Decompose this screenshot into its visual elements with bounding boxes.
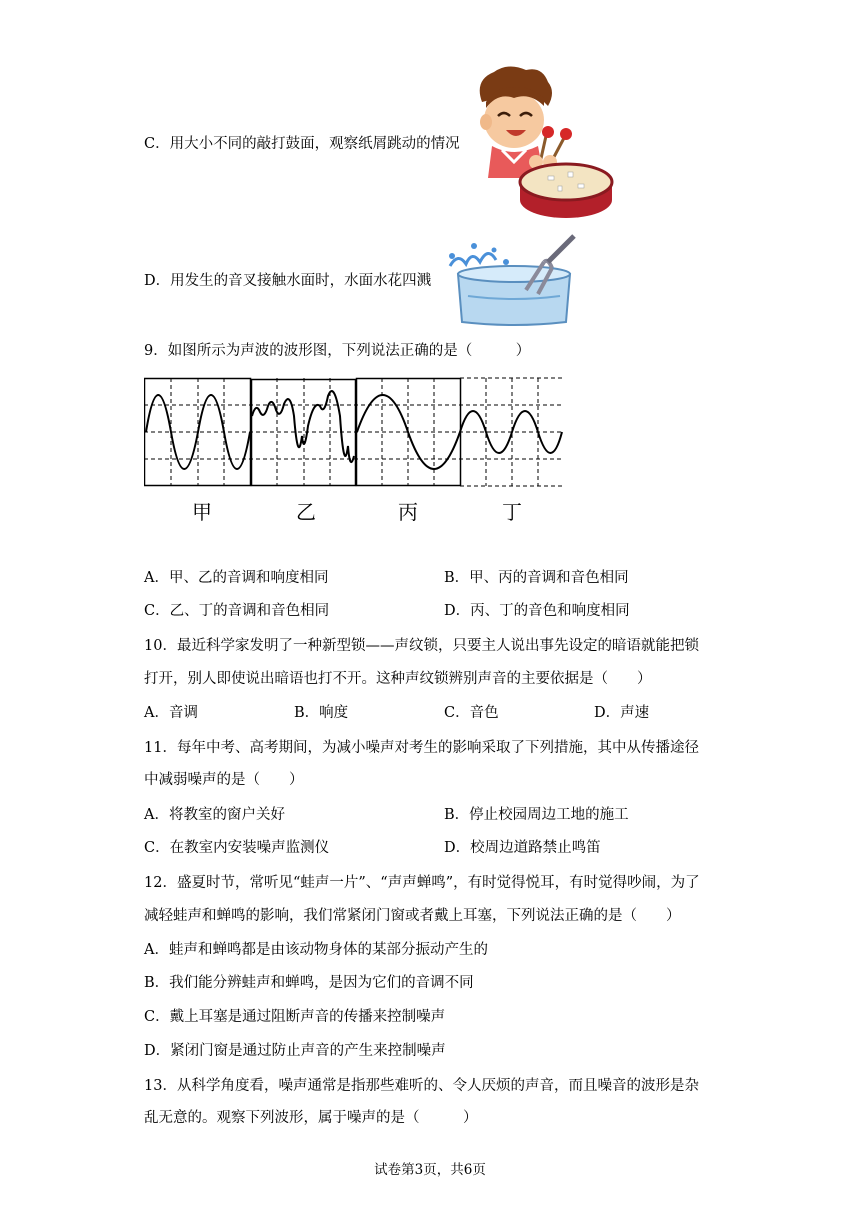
q12-option-b: B．我们能分辨蛙声和蝉鸣，是因为它们的音调不同	[144, 975, 474, 991]
q11-option-b: B．停止校园周边工地的施工	[444, 807, 629, 823]
drummer-illustration	[468, 62, 616, 222]
q12-option-a: A．蛙声和蝉鸣都是由该动物身体的某部分振动产生的	[144, 942, 488, 958]
q10-stem-line1: 10．最近科学家发明了一种新型锁——声纹锁，只要主人说出事先设定的暗语就能把锁	[144, 638, 699, 654]
q12-option-c: C．戴上耳塞是通过阻断声音的传播来控制噪声	[144, 1009, 446, 1025]
q13-stem-line2: 乱无意的。观察下列波形，属于噪声的是（ ）	[144, 1110, 478, 1126]
q9-option-a: A．甲、乙的音调和响度相同	[144, 570, 329, 586]
q8-option-d: D．用发生的音叉接触水面时，水面水花四溅	[144, 273, 432, 289]
tuning-fork-water-illustration	[444, 232, 584, 328]
q10-option-d: D．声速	[594, 705, 650, 721]
q11-option-a: A．将教室的窗户关好	[144, 807, 285, 823]
q12-option-d: D．紧闭门窗是通过防止声音的产生来控制噪声	[144, 1043, 446, 1059]
wave-label-ding: 丁	[502, 500, 522, 524]
q9-option-c: C．乙、丁的音调和音色相同	[144, 603, 330, 619]
q9-stem: 9．如图所示为声波的波形图，下列说法正确的是（ ）	[144, 343, 531, 359]
q11-option-d: D．校周边道路禁止鸣笛	[444, 840, 601, 856]
wave-label-jia: 甲	[192, 500, 212, 524]
q12-stem-line2: 减轻蛙声和蝉鸣的影响，我们常紧闭门窗或者戴上耳塞，下列说法正确的是（ ）	[144, 908, 681, 924]
q11-stem-line1: 11．每年中考、高考期间，为减小噪声对考生的影响采取了下列措施，其中从传播途径	[144, 740, 699, 756]
waveform-diagram	[144, 376, 564, 488]
wave-label-yi: 乙	[296, 500, 316, 524]
q10-option-c: C．音色	[444, 705, 499, 721]
q11-option-c: C．在教室内安装噪声监测仪	[144, 840, 330, 856]
q10-option-a: A．音调	[144, 705, 198, 721]
q11-stem-line2: 中减弱噪声的是（ ）	[144, 772, 304, 788]
q8-option-c: C．用大小不同的敲打鼓面，观察纸屑跳动的情况	[144, 136, 460, 152]
page-footer: 试卷第3页，共6页	[374, 1162, 486, 1178]
q10-stem-line2: 打开，别人即使说出暗语也打不开。这种声纹锁辨别声音的主要依据是（ ）	[144, 671, 652, 687]
q13-stem-line1: 13．从科学角度看，噪声通常是指那些难听的、令人厌烦的声音，而且噪音的波形是杂	[144, 1078, 699, 1094]
q9-option-b: B．甲、丙的音调和音色相同	[444, 570, 629, 586]
q9-option-d: D．丙、丁的音色和响度相同	[444, 603, 630, 619]
q12-stem-line1: 12．盛夏时节，常听见“蛙声一片”、“声声蝉鸣”，有时觉得悦耳，有时觉得吵闹，为了	[144, 875, 700, 891]
q10-option-b: B．响度	[294, 705, 349, 721]
wave-label-bing: 丙	[398, 500, 418, 524]
